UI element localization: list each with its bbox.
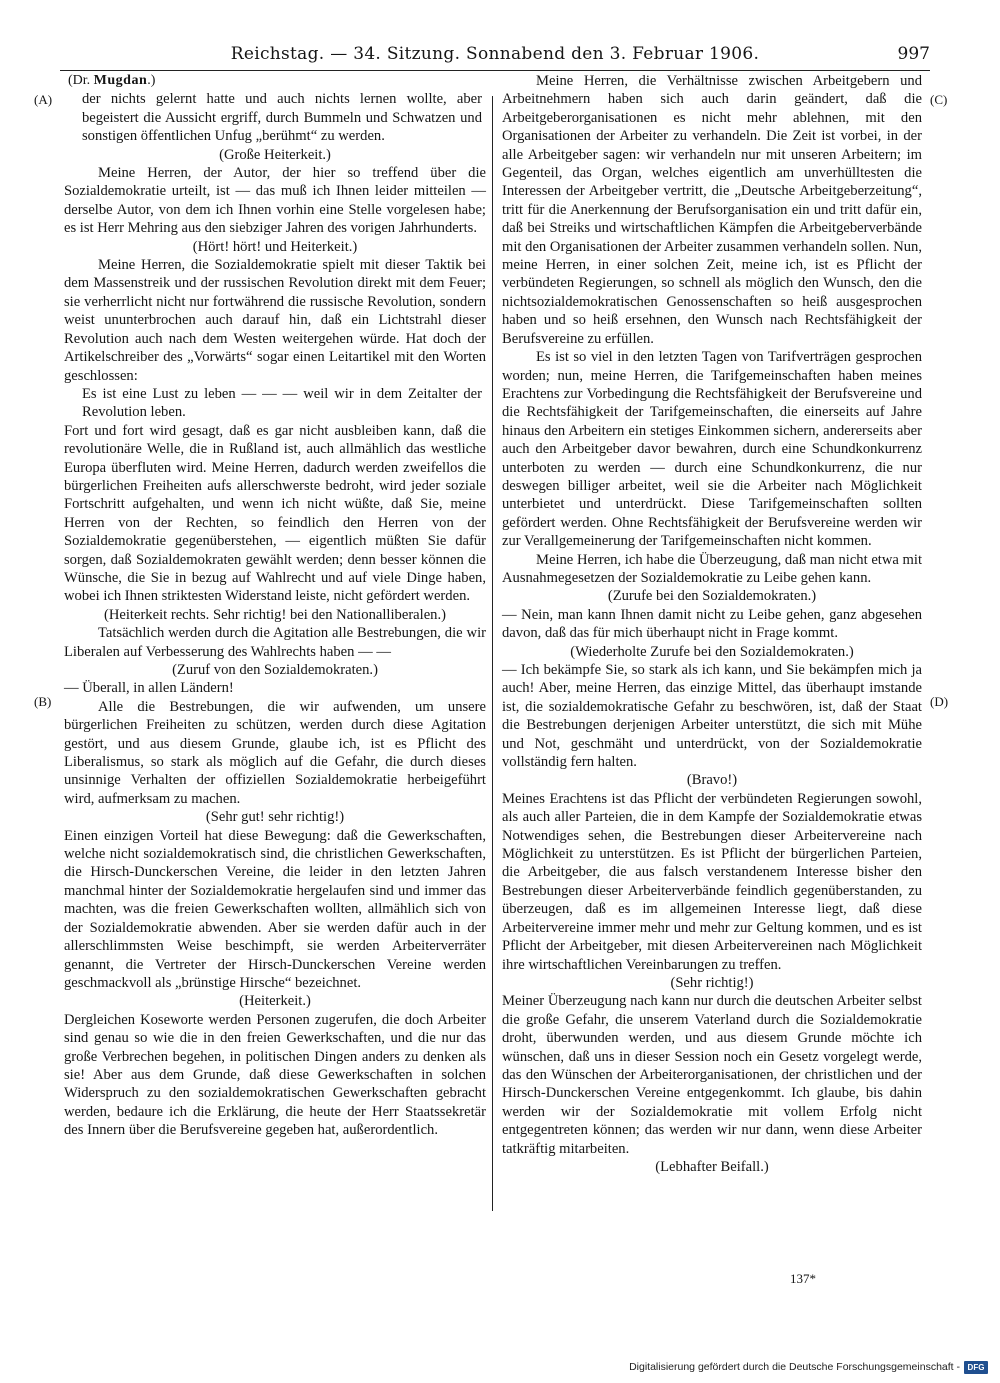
paragraph: der nichts gelernt hatte und auch nichts lernen wollte, aber begeistert die Aussicht ergriff, durch Bummeln und Schwatzen und sonstigen öffentlichen Unfug „berühmt“ zu werden. xyxy=(82,91,482,145)
interjection: (Zurufe bei den Sozialdemokraten.) xyxy=(607,588,817,605)
interjection: (Lebhafter Beifall.) xyxy=(655,1158,769,1175)
interjection: (Große Heiterkeit.) xyxy=(219,146,331,163)
speaker-close: .) xyxy=(147,73,156,88)
paragraph: Es ist eine Lust zu leben — — — weil wir in dem Zeitalter der Revolution leben. xyxy=(82,385,482,421)
sheet-signature: 137* xyxy=(790,1271,816,1286)
left-column xyxy=(64,72,486,1140)
paragraph: Meiner Überzeugung nach kann nur durch die deutschen Arbeiter selbst die große Gefahr, die unserem Vaterland durch die Sozialdemokratie droht, überwunden werden, und aus diesem Grunde möchte ich wünschen, daß uns in dieser Session noch ein Gesetz vorgelegt werde, das den Wünschen der Arbeiterorganisationen, der christlichen und der Hirsch-Dunckerschen Vereine entgegenkommt. Ich glaube, bis dahin werden wir der Sozialdemokratie mit vollem Erfolg nicht entgegentreten können; das werden wir nur dann, wenn diese Arbeiter tatkräftig mitarbeiten. xyxy=(502,993,922,1157)
right-column xyxy=(502,72,922,1176)
interjection: (Sehr gut! sehr richtig!) xyxy=(205,809,345,826)
interjection: (Heiterkeit.) xyxy=(239,993,311,1010)
speaker-label xyxy=(68,72,486,90)
paragraph: Meines Erachtens ist das Pflicht der verbündeten Regierungen sowohl, als auch aller Parteien, die in dem Kampfe der Sozialdemokratie etwas Notwendiges sehen, die Bestrebungen dieser Arbeitervereine nach Möglichkeit zu unterstützen. Es ist Pflicht der bürgerlichen Parteien, die Arbeitgeber, die aus falsch verstandenem Interesse bisher den Bestrebungen dieser Arbeiterverbände feindlich gegenüberstanden, zu überzeugen, daß es im allgemeinen Interesse liegt, daß diese Arbeitervereine immer mehr und mehr zur Geltung kommen, und es ist Pflicht der Arbeitgeber, mit diesen Arbeitervereinen nach Möglichkeit ihre wirtschaftlichen Vereinbarungen zu treffen. xyxy=(502,790,922,973)
paragraph: Alle die Bestrebungen, die wir aufwenden, um unsere bürgerlichen Freiheiten zu schützen, werden durch diese Agitation gestört, und aus diesem Grunde, glaube ich, ist es Pflicht des Liberalismus, so stark als möglich auf die Gefahr, die durch dieses unsinnige Verhalten der offiziellen Sozialdemokratie herbeigeführt wird, aufmerksam zu machen. xyxy=(64,698,486,807)
paragraph: Meine Herren, ich habe die Überzeugung, daß man nicht etwa mit Ausnahmegesetzen der Sozialdemokratie zu Leibe gehen kann. xyxy=(502,551,922,586)
page-header xyxy=(60,44,930,71)
header-title: Reichstag. — 34. Sitzung. Sonnabend den 3. Februar 1906. xyxy=(230,44,760,64)
speaker-open: (Dr. xyxy=(68,73,94,88)
interjection: (Heiterkeit rechts. Sehr richtig! bei den Nationalliberalen.) xyxy=(103,606,446,623)
paragraph: Meine Herren, die Verhältnisse zwischen Arbeitgebern und Arbeitnehmern haben sich auch darin geändert, daß die Arbeitgeberorganisationen es nicht mehr ablehnen, mit den Organisationen der Arbeiter zu verhandeln. Die Zeit ist vorbei, in der alle Arbeitgeber sagen: wir verhandeln nur mit unseren Arbeitern; im Gegenteil, das Organ, welches eigentlich am unverhülltesten die Interessen der Arbeitgeber vertritt, die „Deutsche Arbeitgeberzeitung“, tritt für die Anerkennung der Berufsorganisation ein und tritt dafür ein, daß bei Streiks und wirtschaftlichen Kämpfen die Arbeitgeberverbände mit den Organisationen der Arbeiter zusammen verhandeln sollen. Nun, meine Herren, in einer solchen Zeit, meine ich, ist es Pflicht der verbündeten Regierungen, so schnell als möglich den Wunsch, den die nichtsozialdemokratischen Genossenschaften so heiß ausgesprochen haben und so heiß ersehnen, den Wunsch nach Rechtsfähigkeit der Berufsvereine zu erfüllen. xyxy=(502,73,922,347)
interjection: (Bravo!) xyxy=(686,772,738,789)
dfg-logo-icon: DFG xyxy=(964,1361,988,1374)
paragraph: Meine Herren, die Sozialdemokratie spielt mit dieser Taktik bei dem Massenstreik und der russischen Revolution direkt mit dem Feuer; sie verherrlicht nicht nur fortwährend die russische Revolution, sondern weist ununterbrochen auch darauf hin, daß ein Lichtstrahl dieser Revolution auch nach dem Westen weitergehen würde. Hat doch der Artikelschreiber des „Vorwärts“ sogar einen Leitartikel mit den Worten geschlossen: xyxy=(64,257,486,384)
paragraph: Einen einzigen Vorteil hat diese Bewegung: daß die Gewerkschaften, welche nicht sozialdemokratisch sind, die christlichen Gewerkschaften, die Hirsch-Dunckerschen Vereine, die leider in den letzten Jahren manchmal hinter der Sozialdemokratie hergelaufen sind und immer das machten, was die freien Gewerkschaften wollten, allmählich sich von der Sozialdemokratie abwenden. Aber sie werden dafür auch in der allerschlimmsten Weise beschimpft, sie werden Arbeiterverräter genannt, die Vertreter der Hirsch-Dunckerschen Vereine werden geschmackvoll als „brünstige Hirsche“ bezeichnet. xyxy=(64,827,486,991)
column-divider xyxy=(492,96,493,1211)
paragraph: Meine Herren, der Autor, der hier so treffend über die Sozialdemokratie urteilt, ist — das muß ich Ihnen leider mitteilen — derselbe Autor, von dem ich Ihnen vorhin eine Stelle vorgelesen habe; es ist Herr Mehring aus den siebziger Jahren des vorigen Jahrhunderts. xyxy=(64,165,486,237)
page-number: 997 xyxy=(897,44,930,64)
paragraph: — Überall, in allen Ländern! xyxy=(64,680,234,697)
speaker-name: Mugdan xyxy=(93,73,148,88)
paragraph: Dergleichen Koseworte werden Personen zugerufen, die doch Arbeiter sind genau so wie die in den freien Gewerkschaften, und die nur das große Verbrechen begehen, in politischen Dingen anders zu denken als sie! Aber aus dem Grunde, daß diese Gewerkschaften in solchen Widerspruch zu den sozialdemokratischen Gewerkschaften gebracht werden, bedaure ich die Erklärung, die heute der Herr Staatssekretär des Innern über die Berufsvereine gegeben hat, außerordentlich. xyxy=(64,1011,486,1139)
interjection: (Hört! hört! und Heiterkeit.) xyxy=(192,238,358,255)
footer xyxy=(629,1359,988,1375)
paragraph: — Nein, man kann Ihnen damit nicht zu Leibe gehen, ganz abgesehen davon, daß das für mich überhaupt nicht in Frage kommt. xyxy=(502,606,922,642)
footer-text: Digitalisierung gefördert durch die Deutsche Forschungsgemeinschaft - xyxy=(629,1361,960,1373)
margin-marker-d: (D) xyxy=(930,694,949,709)
interjection: (Sehr richtig!) xyxy=(670,974,754,991)
interjection: (Zuruf von den Sozialdemokraten.) xyxy=(172,662,378,678)
margin-marker-c: (C) xyxy=(930,92,948,107)
paragraph: Fort und fort wird gesagt, daß es gar nicht ausbleiben kann, daß die revolutionäre Welle, die in Rußland ist, auch allmählich das westliche Europa überfluten wird. Meine Herren, dadurch werden zweifellos die bürgerlichen Freiheiten aufs allerschwerste bedroht, wird jeder soziale Fortschritt aufgehalten, und wenn ich nicht wüßte, daß Sie, meine Herren von der Rechten, so feindlich den Herren von der Sozialdemokratie gegenüberstehen, — eigentlich müßten Sie dafür sorgen, daß Sozialdemokraten gewählt werden; denn besser können die Wünsche, die Sie in bezug auf Wahlrecht und auf viele Dinge haben, wobei ich Ihnen striktesten Widerstand leiste, nicht gefördert werden. xyxy=(64,422,486,605)
interjection: (Wiederholte Zurufe bei den Sozialdemokraten.) xyxy=(570,643,854,660)
margin-marker-a: (A) xyxy=(34,92,53,107)
paragraph: Tatsächlich werden durch die Agitation alle Bestrebungen, die wir Liberalen auf Verbesserung des Wahlrechts haben — — xyxy=(64,625,486,660)
margin-marker-b: (B) xyxy=(34,694,52,709)
paragraph: Es ist so viel in den letzten Tagen von Tarifverträgen gesprochen worden; nun, meine Herren, die Tarifgemeinschaften haben meines Erachtens zur Vorbedingung die Rechtsfähigkeit der Berufsvereine und die Rechtsfähigkeit der Tarifgemeinschaften, die einerseits auf Jahre hinaus den Arbeitern ein stetiges Einkommen sichern, andererseits aber auch den Arbeitgeber davor bewahren, durch eine Schundkonkurrenz unterboten zu werden — durch eine Schundkonkurrenz, die nur deswegen billiger arbeitet, weil sie die Arbeiter nach Möglichkeit unterbietet und unterdrückt. Diese Tarifgemeinschaften sollten gefördert werden. Ohne Rechtsfähigkeit der Berufsvereine werden wir zur Verallgemeinerung der Tarifgemeinschaften nicht kommen. xyxy=(502,349,922,550)
paragraph: — Ich bekämpfe Sie, so stark als ich kann, und Sie bekämpfen mich ja auch! Aber, meine Herren, das einzige Mittel, das überhaupt imstande ist, die sozialdemokratische Gefahr zu beschwören, ist, daß der Staat die Bestrebungen derjenigen Arbeiter unterstützt, die sich mit Mühe und Not, geschmäht und unterdrückt, von der Sozialdemokratie vollständig fern halten. xyxy=(502,662,922,771)
